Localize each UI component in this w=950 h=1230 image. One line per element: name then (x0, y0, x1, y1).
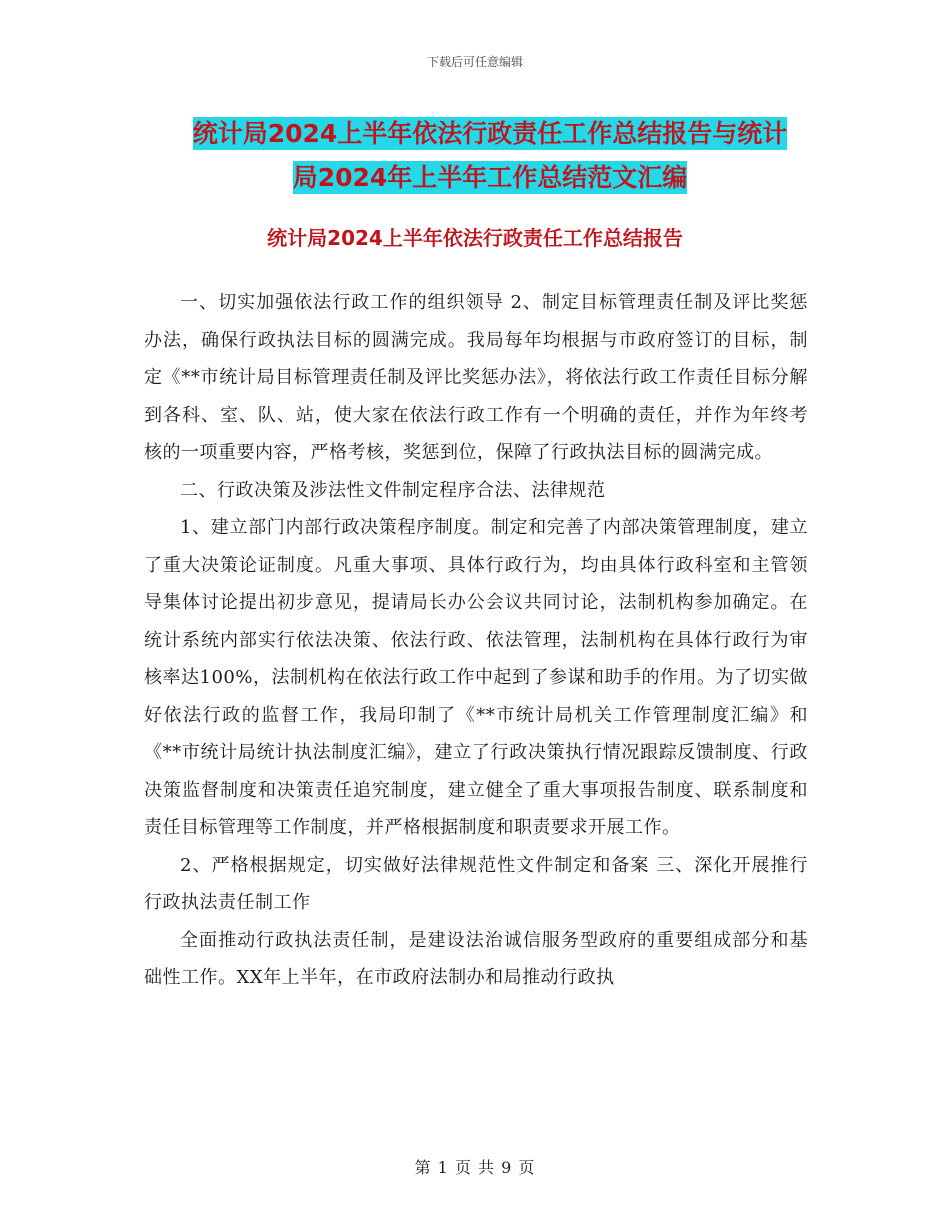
paragraph: 1、建立部门内部行政决策程序制度。制定和完善了内部决策管理制度，建立了重大决策论证制度。凡重大事项、具体行政行为，均由具体行政科室和主管领导集体讨论提出初步意见，提请局长办公会议共同讨论，法制机构参加确定。在统计系统内部实行依法决策、依法行政、依法管理，法制机构在具体行政行为审核率达100%，法制机构在依法行政工作中起到了参谋和助手的作用。为了切实做好依法行政的监督工作，我局印制了《**市统计局机关工作管理制度汇编》和《**市统计局统计执法制度汇编》，建立了行政决策执行情况跟踪反馈制度、行政决策监督制度和决策责任追究制度，建立健全了重大事项报告制度、联系制度和责任目标管理等工作制度，并严格根据制度和职责要求开展工作。 (144, 517, 808, 838)
page-number: 第 1 页 共 9 页 (414, 1158, 536, 1177)
paragraph: 2、严格根据规定，切实做好法律规范性文件制定和备案 三、深化开展推行行政执法责任制工作 (144, 854, 808, 913)
document-body (144, 284, 808, 997)
page-header-note: 下载后可任意编辑 (426, 55, 523, 69)
document-title-line-1: 统计局2024上半年依法行政责任工作总结报告与统计 (192, 119, 788, 148)
document-title (140, 112, 840, 200)
paragraph: 一、切实加强依法行政工作的组织领导 2、制定目标管理责任制及评比奖惩办法，确保行政执法目标的圆满完成。我局每年均根据与市政府签订的目标，制定《**市统计局目标管理责任制及评比奖惩办法》，将依法行政工作责任目标分解到各科、室、队、站，使大家在依法行政工作有一个明确的责任，并作为年终考核的一项重要内容，严格考核，奖惩到位，保障了行政执法目标的圆满完成。 (144, 292, 808, 463)
document-title-line-2: 局2024年上半年工作总结范文汇编 (292, 163, 688, 192)
section-title: 统计局2024上半年依法行政责任工作总结报告 (267, 226, 683, 250)
paragraph: 二、行政决策及涉法性文件制定程序合法、法律规范 (180, 479, 606, 501)
paragraph: 全面推动行政执法责任制，是建设法治诚信服务型政府的重要组成部分和基础性工作。XX年上半年，在市政府法制办和局推动行政执 (144, 929, 808, 988)
